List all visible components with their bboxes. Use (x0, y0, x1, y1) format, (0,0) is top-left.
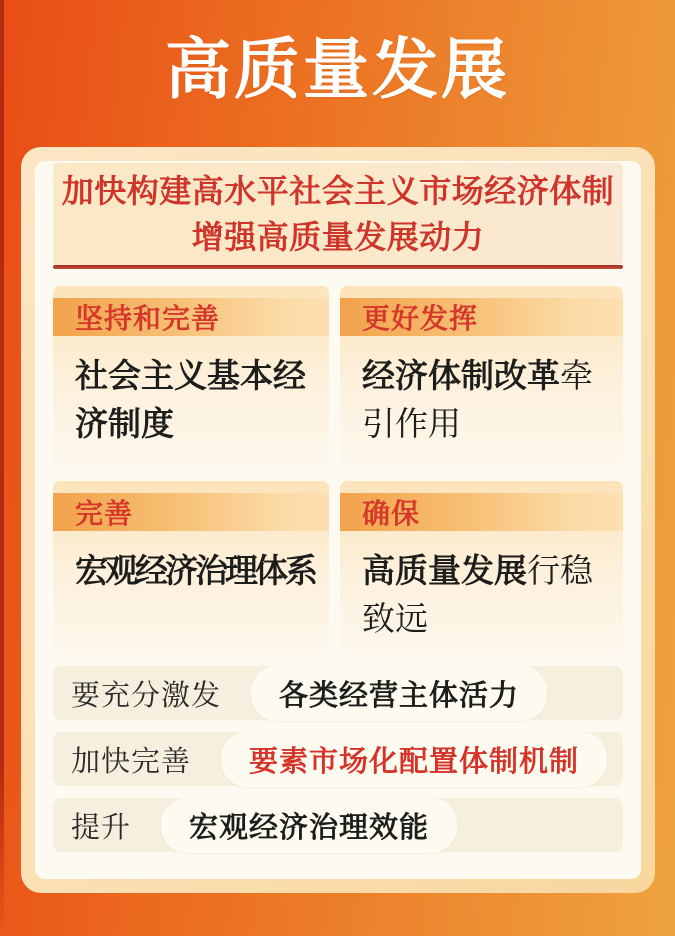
left-edge-accent (0, 0, 4, 936)
header-line-2: 增强高质量发展动力 (191, 217, 485, 256)
row-prefix: 要充分激发 (71, 677, 222, 712)
subcard-label-band (53, 298, 329, 336)
body-text-bold: 宏观经济治理体系 (75, 551, 315, 590)
subcard-genghao (340, 286, 623, 466)
subcard-body (340, 531, 623, 643)
subcard-body (53, 336, 329, 448)
header-line-1: 加快构建高水平社会主义市场经济体制 (61, 172, 615, 211)
body-text-bold: 社会主义基本经济制度 (75, 356, 306, 443)
subcard-wanshan (53, 481, 329, 655)
subcard-label-band (340, 493, 623, 531)
summary-rows (53, 666, 623, 852)
row-prefix: 加快完善 (71, 743, 192, 778)
summary-row-yaosu (53, 732, 623, 786)
subcard-grid (53, 286, 623, 655)
subcard-label-band (53, 493, 329, 531)
subcard-quebao (340, 481, 623, 655)
subcard-label: 更好发挥 (362, 302, 479, 335)
body-text-bold: 经济体制改革 (362, 356, 560, 395)
row-highlight-pill: 宏观经济治理效能 (161, 798, 457, 853)
subcard-body (340, 336, 623, 448)
subcard-label: 完善 (75, 497, 134, 530)
subcard-label: 确保 (362, 497, 421, 530)
red-divider (53, 265, 623, 269)
body-text-normal: 行稳致远 (362, 551, 593, 638)
subcard-label: 坚持和完善 (75, 302, 221, 335)
subcard-label-band (340, 298, 623, 336)
card-header (53, 163, 623, 265)
row-prefix: 提升 (71, 809, 132, 844)
summary-row-jifa (53, 666, 623, 720)
content-card-inner (35, 161, 641, 879)
summary-row-tisheng (53, 798, 623, 852)
content-card (21, 147, 655, 893)
body-text-normal: 牵引作用 (362, 356, 593, 443)
row-highlight-pill: 要素市场化配置体制机制 (221, 732, 607, 787)
page-title: 高质量发展 (165, 31, 510, 108)
row-highlight-pill: 各类经营主体活力 (251, 666, 547, 721)
body-text-bold: 高质量发展 (362, 551, 527, 590)
subcard-jianchi (53, 286, 329, 466)
subcard-body (53, 531, 329, 595)
